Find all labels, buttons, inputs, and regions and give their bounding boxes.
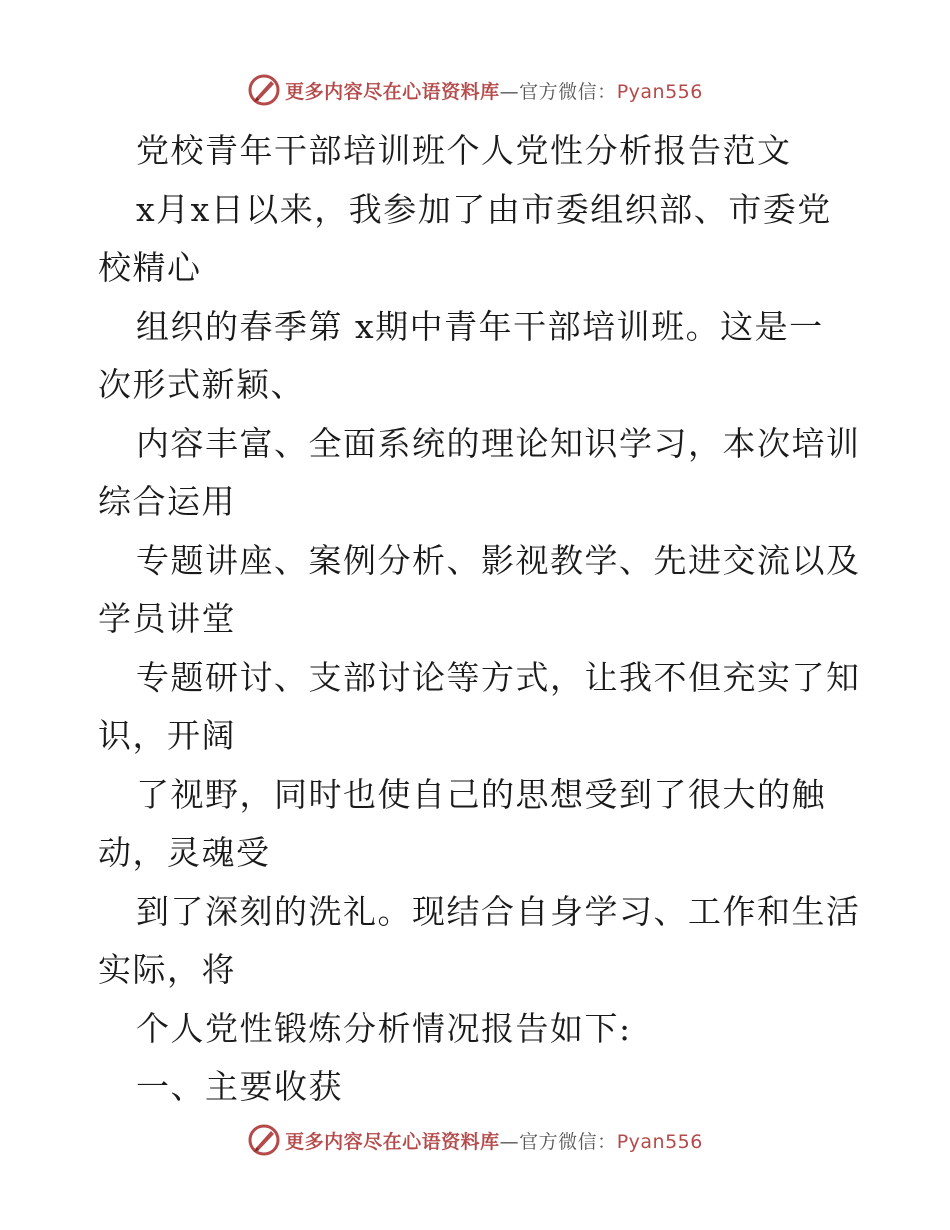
- banner-text: 更多内容尽在心语资料库: [285, 1130, 500, 1153]
- banner-wechat-label: —官方微信：: [499, 80, 617, 103]
- document-line: 次形式新颖、: [98, 365, 305, 404]
- header-banner: [0, 70, 950, 110]
- document-line: 党校青年干部培训班个人党性分析报告范文: [136, 131, 792, 170]
- document-line: 个人党性锻炼分析情况报告如下:: [136, 1008, 632, 1048]
- document-line: 实际，将: [98, 950, 236, 989]
- document-line: 综合运用: [98, 482, 236, 521]
- document-line: 识，开阔: [98, 716, 236, 755]
- document-line: 专题研讨、支部讨论等方式，让我不但充实了知: [136, 657, 861, 697]
- banner-text: 更多内容尽在心语资料库: [285, 80, 500, 103]
- document-line: 校精心: [98, 248, 202, 287]
- banner-wechat: [500, 1127, 703, 1154]
- quill-pen-logo-icon: [247, 73, 281, 107]
- document-line: 学员讲堂: [98, 599, 236, 638]
- document-line: 内容丰富、全面系统的理论知识学习，本次培训: [136, 423, 861, 463]
- banner-wechat-id: Pyan556: [616, 80, 703, 103]
- document-line: 到了深刻的洗礼。现结合自身学习、工作和生活: [136, 891, 861, 931]
- quill-pen-logo-icon: [247, 1123, 281, 1157]
- document-line: 组织的春季第 x期中青年干部培训班。这是一: [136, 306, 824, 346]
- document-line: 一、主要收获: [136, 1067, 343, 1106]
- document-line: 了视野，同时也使自己的思想受到了很大的触: [136, 774, 826, 814]
- document-line: 专题讲座、案例分析、影视教学、先进交流以及: [136, 540, 861, 580]
- document-body: [98, 122, 861, 1117]
- document-line: x月x日以来，我参加了由市委组织部、市委党: [136, 189, 832, 229]
- banner-wechat-label: —官方微信：: [499, 1130, 617, 1153]
- document-line: 动，灵魂受: [98, 833, 271, 872]
- banner-wechat: [500, 77, 703, 104]
- footer-banner: [0, 1120, 950, 1160]
- banner-wechat-id: Pyan556: [616, 1130, 703, 1153]
